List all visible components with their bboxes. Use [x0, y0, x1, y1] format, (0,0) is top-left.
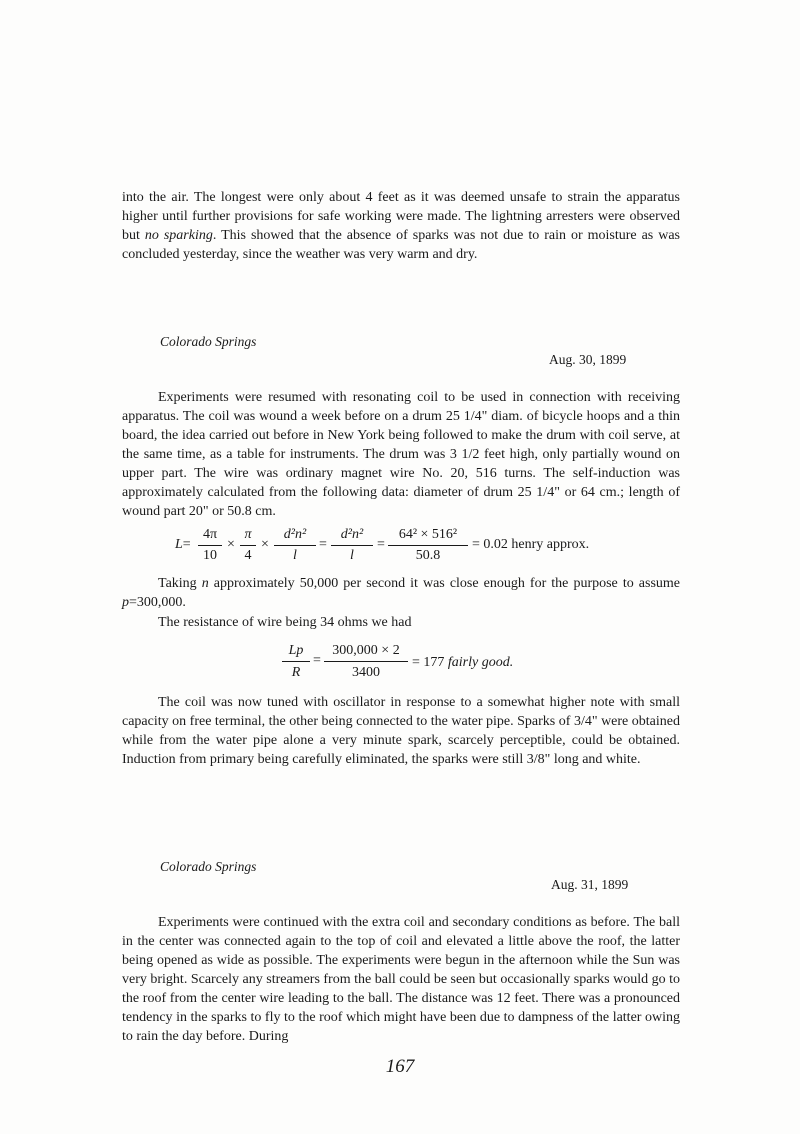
frac-den: 3400 [352, 665, 380, 680]
continuation-paragraph [122, 188, 680, 264]
eq-result: = 0.02 henry approx. [472, 537, 590, 552]
paragraph-text: into the air. The longest were only about 4 feet as it was deemed unsafe to strain the apparatus higher until further provisions for safe working were made. The lightning arresters were observed but [122, 190, 680, 243]
paragraph-text: . This showed that the absence of sparks was not due to rain or moisture as was concluded yesterday, since the weather was very warm and dry. [122, 228, 681, 262]
eq-result [412, 655, 513, 671]
frac-bar [331, 545, 373, 546]
frac-bar [282, 661, 310, 662]
paragraph-text: =300,000. [129, 595, 186, 610]
entry-date: Aug. 31, 1899 [551, 877, 629, 892]
eq-sign: = [377, 537, 385, 552]
frac-den: 50.8 [415, 548, 441, 563]
entry-place: Colorado Springs [160, 859, 257, 874]
frac-den: l [350, 548, 354, 563]
page-number: 167 [385, 1056, 415, 1077]
frac-num: Lp [288, 643, 304, 658]
eq-sign: = [313, 653, 321, 668]
frac-bar [274, 545, 316, 546]
frac-num: 300,000 × 2 [332, 643, 400, 658]
result-value: = 177 [412, 655, 445, 670]
paragraph-text: Taking [158, 576, 202, 591]
frac-num: 4π [202, 527, 218, 542]
frac-bar [198, 545, 222, 546]
frac-num: d²n² [283, 527, 307, 542]
paragraph-text: approximately 50,000 per second it was close enough for the purpose to assume [208, 576, 680, 591]
frac-num: d²n² [340, 527, 364, 542]
entry-date: Aug. 30, 1899 [549, 352, 627, 367]
frac-den: R [291, 665, 301, 680]
entry-paragraph: Experiments were resumed with resonating coil to be used in connection with receiving apparatus. The coil was wound a week before on a drum 25 1/4" diam. of bicycle hoops and a thin board, the idea carried out before in New York being followed to make the drum with coil serve, at the same time, as a table for instruments. The drum was 3 1/2 feet high, only partially wound on upper part. The wire was ordinary magnet wire No. 20, 516 turns. The self-induction was approximately calculated from the following data: diameter of drum 25 1/4" or 64 cm.; length of wound part 20" or 50.8 cm. [122, 390, 680, 519]
result-comment: fairly good. [447, 655, 514, 670]
frac-bar [324, 661, 408, 662]
frac-num: 64² × 516² [398, 527, 458, 542]
symbol-n: n [201, 576, 209, 591]
symbol-p: p [122, 595, 129, 610]
frac-den: 4 [244, 548, 252, 563]
times-sign: × [261, 537, 269, 552]
frac-den: l [293, 548, 297, 563]
entry-paragraph: The resistance of wire being 34 ohms we had [158, 615, 412, 630]
entry-paragraph: Experiments were continued with the extra coil and secondary conditions as before. The ball in the center was connected again to the top of coil and elevated a little above the roof, the latter being opened as wide as possible. The experiments were begun in the afternoon while the Sun was very bright. Scarcely any streamers from the ball could be seen but occasionally sparks would go to the roof from the center wire leading to the ball. The distance was 12 feet. There was a pronounced tendency in the sparks to fly to the roof which might have been due to dampness of the latter owing to rain the day before. During [122, 915, 680, 1044]
entry-paragraph: The coil was now tuned with oscillator in response to a somewhat higher note with small capacity on free terminal, the other being connected to the water pipe. Sparks of 3/4" were obtained while from the water pipe alone a very minute spark, scarcely perceptible, could be obtained. Induction from primary being carefully eliminated, the sparks were still 3/8" long and white. [122, 695, 680, 767]
frac-bar [240, 545, 256, 546]
eq-sign: = [182, 537, 191, 552]
eq-sign: = [319, 537, 327, 552]
frac-bar [388, 545, 468, 546]
entry-place: Colorado Springs [160, 334, 257, 349]
emphasis-no-sparking: no sparking [144, 228, 213, 243]
eq-symbol-L: L [175, 537, 183, 552]
entry-paragraph [122, 574, 680, 612]
frac-den: 10 [203, 548, 217, 563]
frac-num: π [244, 527, 252, 542]
times-sign: × [227, 537, 235, 552]
